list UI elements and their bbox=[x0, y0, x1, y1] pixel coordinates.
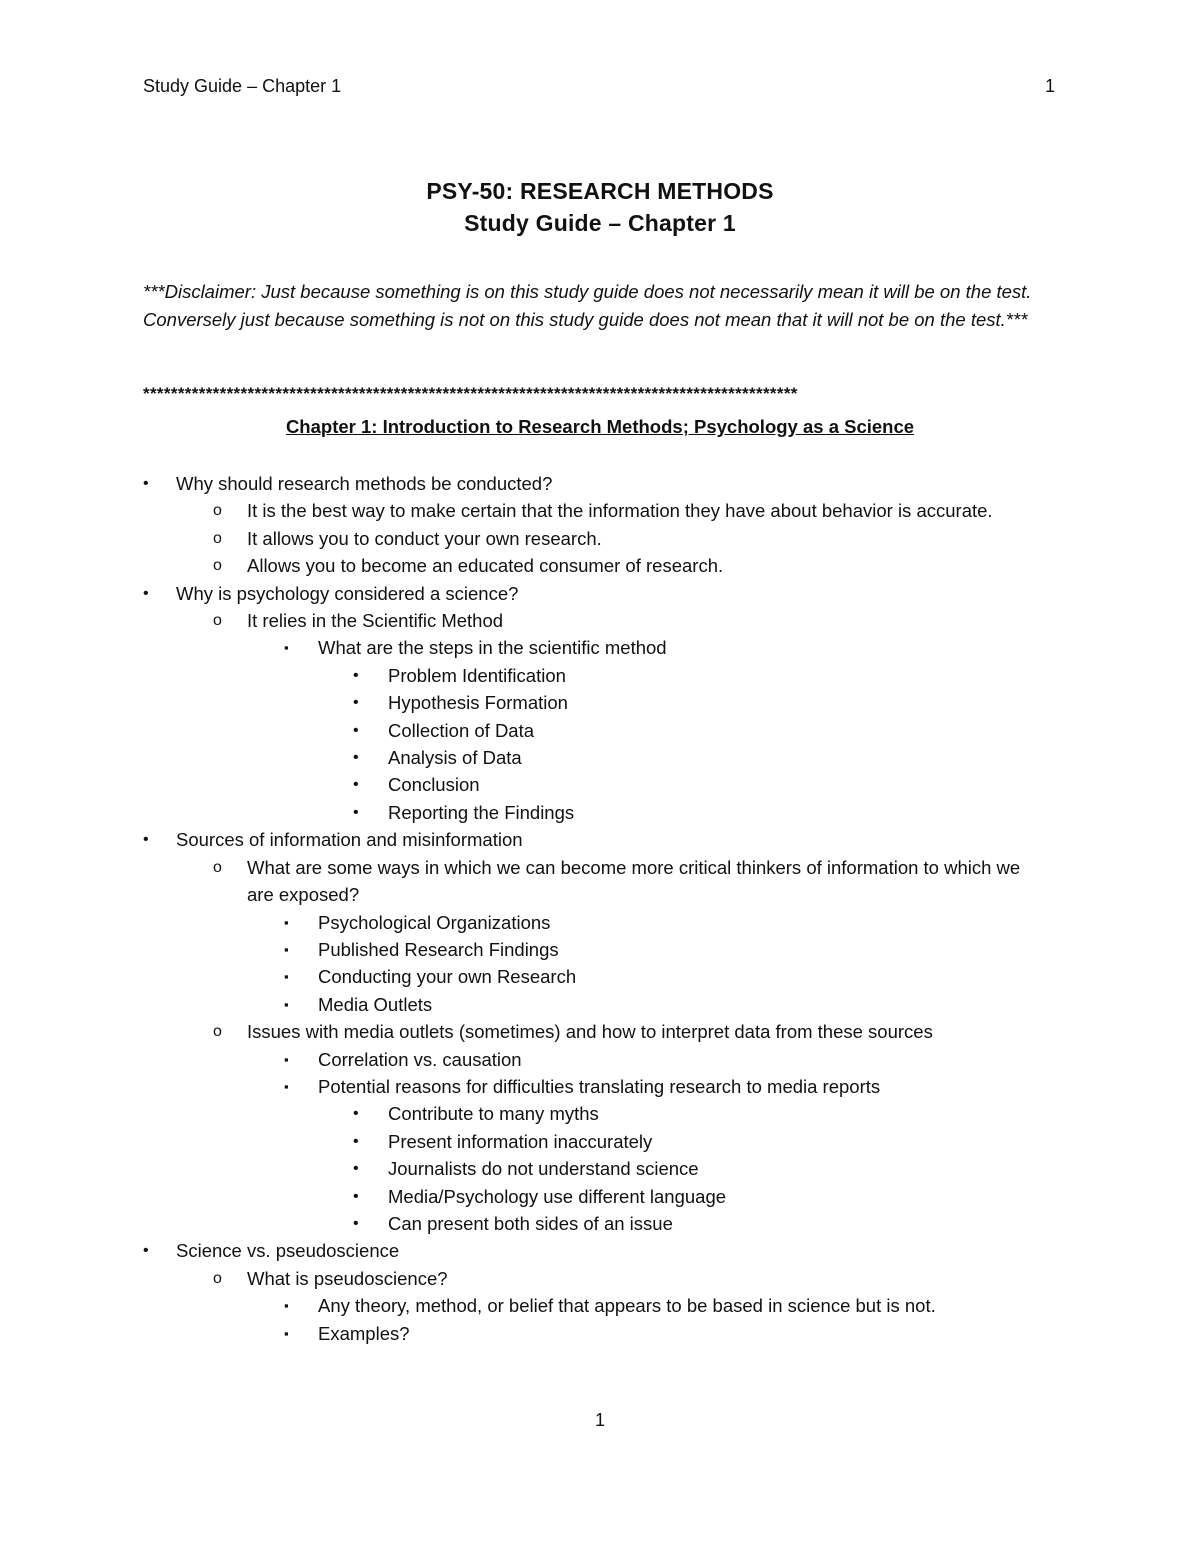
outline-item-text: What are the steps in the scientific method bbox=[318, 637, 667, 659]
outline-item-level-4 bbox=[0, 771, 1200, 798]
outline-item-text: Analysis of Data bbox=[388, 747, 522, 769]
outline-item-text: What is pseudoscience? bbox=[247, 1267, 448, 1289]
outline-item-level-1 bbox=[0, 470, 1200, 497]
outline-item-level-2 bbox=[0, 497, 1200, 524]
bullet-marker-icon: • bbox=[143, 1242, 149, 1260]
bullet-marker-icon: o bbox=[213, 858, 222, 876]
outline-item-level-2 bbox=[0, 854, 1200, 909]
separator-line: ********************************************************************************************** bbox=[143, 384, 798, 403]
outline-item-text: Sources of information and misinformation bbox=[176, 829, 523, 851]
outline-item-level-3 bbox=[0, 1292, 1200, 1319]
bullet-marker-icon: o bbox=[213, 1269, 222, 1287]
course-title: PSY-50: RESEARCH METHODS bbox=[426, 178, 774, 204]
outline-item-text: Potential reasons for difficulties translating research to media reports bbox=[318, 1075, 881, 1097]
outline-item-text: What are some ways in which we can become more critical thinkers of information to which we are exposed? bbox=[247, 856, 1021, 906]
outline-item-text: Hypothesis Formation bbox=[388, 692, 568, 714]
outline-item-text: Collection of Data bbox=[388, 719, 535, 741]
bullet-marker-icon: o bbox=[213, 557, 222, 575]
outline-item-text: Why is psychology considered a science? bbox=[176, 582, 519, 604]
running-header: Study Guide – Chapter 1 bbox=[143, 76, 342, 96]
bullet-marker-icon: o bbox=[213, 502, 222, 520]
chapter-heading: Chapter 1: Introduction to Research Methods; Psychology as a Science bbox=[285, 416, 915, 437]
bullet-marker-icon: ▪ bbox=[284, 996, 289, 1012]
outline-item-text: Conclusion bbox=[388, 774, 480, 796]
bullet-marker-icon: ▪ bbox=[284, 914, 289, 930]
bullet-marker-icon: • bbox=[353, 1160, 359, 1178]
bullet-marker-icon: • bbox=[353, 803, 359, 821]
outline-item-level-4 bbox=[0, 662, 1200, 689]
study-outline bbox=[0, 470, 1200, 1347]
outline-item-text: Any theory, method, or belief that appears to be based in science but is not. bbox=[318, 1295, 936, 1317]
bullet-marker-icon: ▪ bbox=[284, 969, 289, 985]
outline-item-text: Present information inaccurately bbox=[388, 1130, 653, 1152]
outline-item-level-3 bbox=[0, 909, 1200, 936]
outline-item-level-4 bbox=[0, 1183, 1200, 1210]
bullet-marker-icon: • bbox=[353, 694, 359, 712]
outline-item-text: Contribute to many myths bbox=[388, 1103, 599, 1125]
bullet-marker-icon: ▪ bbox=[284, 1298, 289, 1314]
outline-item-text: Psychological Organizations bbox=[318, 911, 551, 933]
outline-item-level-4 bbox=[0, 744, 1200, 771]
outline-item-text: Can present both sides of an issue bbox=[388, 1212, 673, 1234]
bullet-marker-icon: o bbox=[213, 1023, 222, 1041]
outline-item-text: It relies in the Scientific Method bbox=[247, 610, 504, 632]
outline-item-level-1 bbox=[0, 580, 1200, 607]
bullet-marker-icon: • bbox=[353, 1105, 359, 1123]
bullet-marker-icon: • bbox=[353, 1187, 359, 1205]
disclaimer-text: ***Disclaimer: Just because something is on this study guide does not necessarily mean it will be on the test. Conversely just because something is not on this study guide does not mean that it will not be on the test.*** bbox=[143, 281, 1032, 330]
outline-item-level-4 bbox=[0, 799, 1200, 826]
outline-item-level-4 bbox=[0, 1210, 1200, 1237]
bullet-marker-icon: ▪ bbox=[284, 1078, 289, 1094]
outline-item-level-3 bbox=[0, 1320, 1200, 1347]
outline-item-level-3 bbox=[0, 1046, 1200, 1073]
bullet-marker-icon: ▪ bbox=[284, 1051, 289, 1067]
bullet-marker-icon: • bbox=[353, 776, 359, 794]
outline-item-level-2 bbox=[0, 552, 1200, 579]
bullet-marker-icon: • bbox=[353, 666, 359, 684]
bullet-marker-icon: • bbox=[143, 831, 149, 849]
bullet-marker-icon: ▪ bbox=[284, 941, 289, 957]
outline-item-level-3 bbox=[0, 1073, 1200, 1100]
outline-item-level-4 bbox=[0, 1155, 1200, 1182]
outline-item-text: Conducting your own Research bbox=[318, 966, 577, 988]
outline-item-level-3 bbox=[0, 634, 1200, 661]
bullet-marker-icon: • bbox=[353, 1214, 359, 1232]
outline-item-text: It is the best way to make certain that the information they have about behavior is accurate. bbox=[247, 500, 993, 522]
outline-item-level-2 bbox=[0, 607, 1200, 634]
outline-item-level-2 bbox=[0, 1018, 1200, 1045]
guide-title: Study Guide – Chapter 1 bbox=[464, 210, 736, 236]
bullet-marker-icon: o bbox=[213, 612, 222, 630]
header-page-number: 1 bbox=[1045, 76, 1056, 96]
footer-page-number: 1 bbox=[594, 1410, 605, 1430]
outline-item-level-4 bbox=[0, 717, 1200, 744]
outline-item-text: Journalists do not understand science bbox=[388, 1158, 699, 1180]
outline-item-level-3 bbox=[0, 936, 1200, 963]
outline-item-level-3 bbox=[0, 963, 1200, 990]
outline-item-text: Issues with media outlets (sometimes) and how to interpret data from these sources bbox=[247, 1021, 933, 1043]
outline-item-text: Correlation vs. causation bbox=[318, 1048, 522, 1070]
outline-item-text: Media/Psychology use different language bbox=[388, 1185, 727, 1207]
outline-item-text: Published Research Findings bbox=[318, 938, 559, 960]
outline-item-level-2 bbox=[0, 525, 1200, 552]
bullet-marker-icon: • bbox=[143, 584, 149, 602]
outline-item-text: Media Outlets bbox=[318, 993, 433, 1015]
bullet-marker-icon: • bbox=[143, 475, 149, 492]
outline-item-text: Why should research methods be conducted? bbox=[176, 473, 553, 494]
bullet-marker-icon: ▪ bbox=[284, 640, 289, 656]
outline-item-level-4 bbox=[0, 1128, 1200, 1155]
outline-item-level-4 bbox=[0, 689, 1200, 716]
outline-item-text: Allows you to become an educated consumer of research. bbox=[247, 555, 724, 577]
bullet-marker-icon: • bbox=[353, 721, 359, 739]
outline-item-text: Examples? bbox=[318, 1322, 410, 1344]
bullet-marker-icon: o bbox=[213, 529, 222, 547]
outline-item-level-1 bbox=[0, 1237, 1200, 1264]
outline-item-text: Reporting the Findings bbox=[388, 801, 575, 823]
bullet-marker-icon: ▪ bbox=[284, 1325, 289, 1341]
outline-item-text: Science vs. pseudoscience bbox=[176, 1240, 400, 1262]
outline-item-text: Problem Identification bbox=[388, 664, 566, 686]
outline-item-level-1 bbox=[0, 826, 1200, 853]
bullet-marker-icon: • bbox=[353, 1132, 359, 1150]
outline-item-level-4 bbox=[0, 1100, 1200, 1127]
outline-item-level-2 bbox=[0, 1265, 1200, 1292]
outline-item-text: It allows you to conduct your own research. bbox=[247, 527, 602, 549]
bullet-marker-icon: • bbox=[353, 749, 359, 767]
outline-item-level-3 bbox=[0, 991, 1200, 1018]
